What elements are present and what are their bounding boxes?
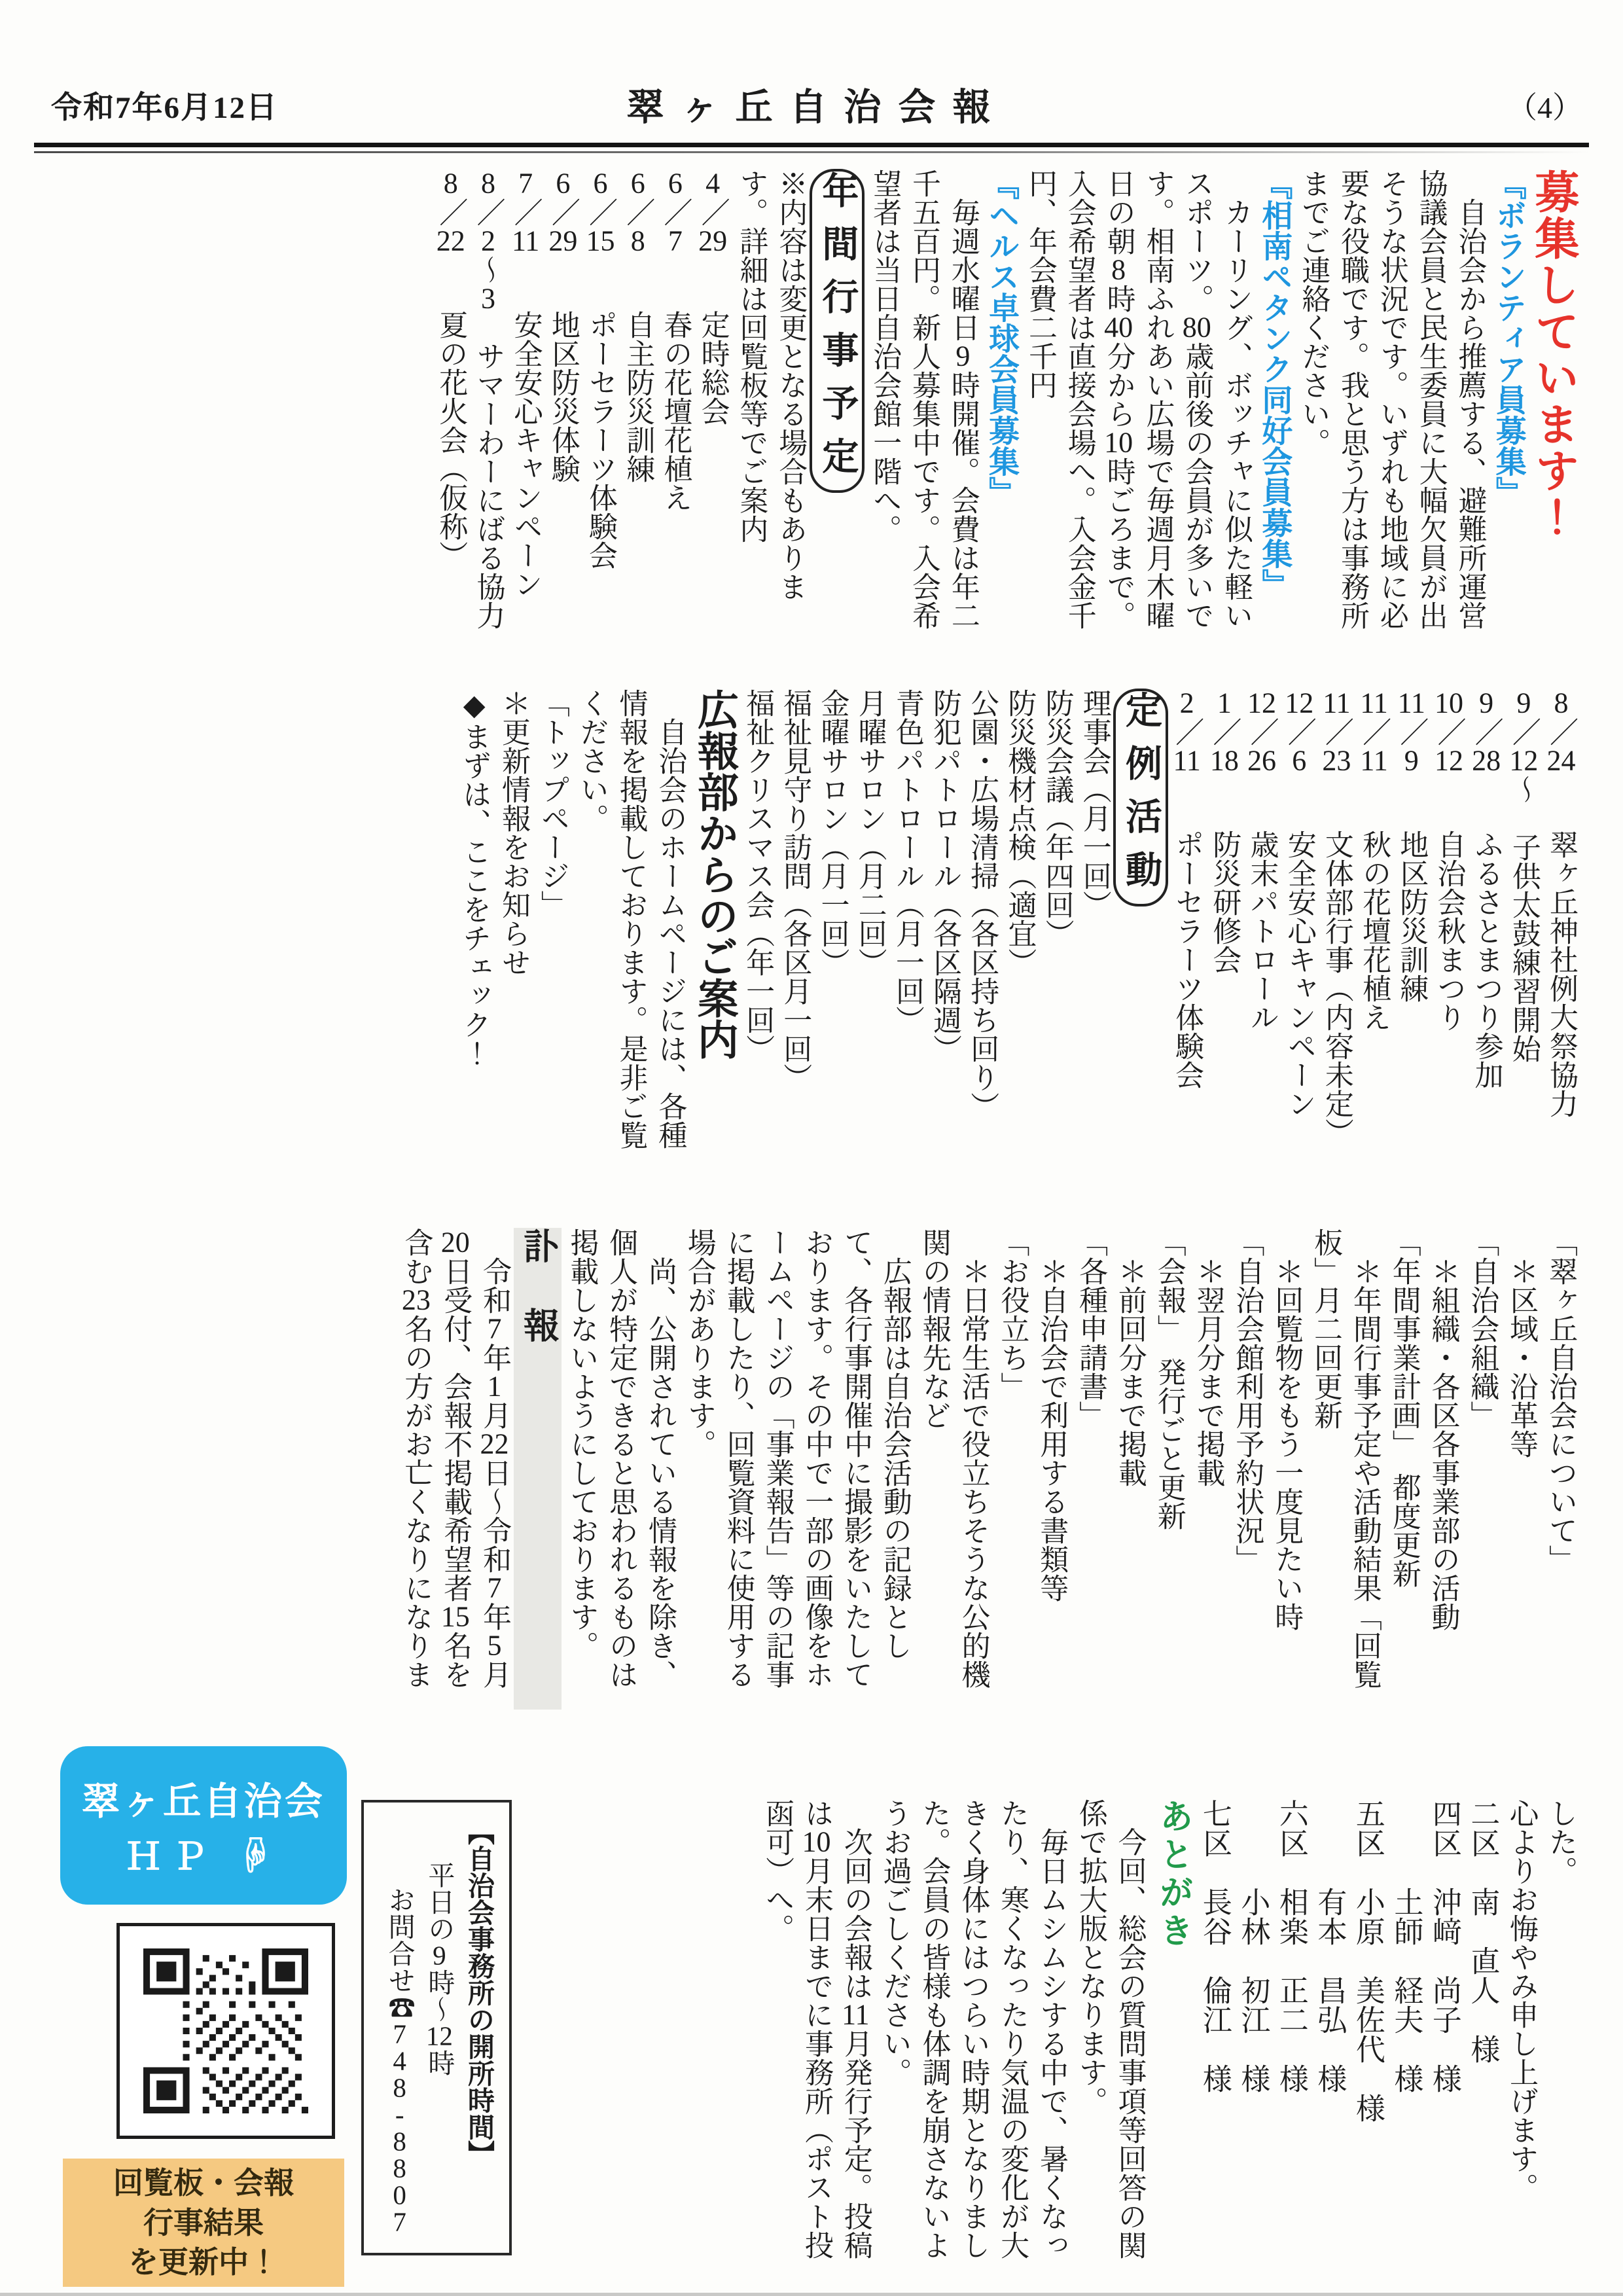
- hp-menu-item: ＊年間行事予定や活動結果「回覧板」月二回更新: [1310, 1228, 1381, 1689]
- event-item: [619, 169, 656, 644]
- event-title: 翠ヶ丘神社例大祭協力: [1545, 830, 1577, 1118]
- event-date: 10／12: [1433, 689, 1465, 775]
- pr-line: 「トップページ」: [536, 689, 569, 919]
- photo-policy: 尚、公開されている情報を除き、個人が特定できると思われるものは掲載しないようにしております。: [565, 1228, 676, 1689]
- section-homepage-guide: [52, 1228, 1580, 1710]
- event-title: 定時総会: [696, 310, 729, 425]
- event-date: 9／28: [1470, 689, 1503, 775]
- update-banner: [63, 2159, 344, 2287]
- qr-frame: [116, 1923, 335, 2139]
- event-title: 地区防災体験: [546, 310, 579, 483]
- hp-menu-item: 「年間事業計画」 都度更新: [1387, 1228, 1420, 1588]
- office-hours: 平日の9時～12時: [424, 1861, 455, 2076]
- event-item: [1393, 689, 1430, 1166]
- hp-menu-item: ＊日常生活で役立ちそうな公的機関の情報先など: [918, 1228, 990, 1689]
- event-title: サマーわーにばる協力: [472, 342, 505, 630]
- event-title: 夏の花火会（仮称）: [435, 310, 467, 569]
- hp-menu-item: ＊前回分まで掲載: [1113, 1257, 1146, 1487]
- event-title: 地区防災訓練: [1395, 830, 1428, 1003]
- event-item: [1205, 689, 1243, 1166]
- afterword-paragraph: 今回、総会の質問事項等回答の関係で拡大版となります。: [1074, 1799, 1146, 2259]
- hp-menu-item: ＊区域・沿革等: [1505, 1257, 1538, 1458]
- activity-item: 青色パトロール（月一回）: [891, 689, 923, 1034]
- event-item: [694, 169, 731, 644]
- event-item: [1168, 689, 1205, 1166]
- event-item: [1243, 689, 1280, 1166]
- recruit-section-title: 『相南ペタンク同好会員募集』: [1257, 169, 1292, 600]
- obituary-headline: 訃 報: [514, 1228, 562, 1710]
- qr-code: [143, 1948, 308, 2113]
- scan-edge-artifact: [0, 2293, 1623, 2296]
- activity-item: 防災会議（年四回）: [1041, 689, 1073, 948]
- event-title: ふるさとまつり参加: [1470, 830, 1503, 1089]
- event-item: [469, 169, 507, 644]
- event-item: [432, 169, 469, 644]
- recruit-section-body: 毎週水曜日9時開催。会費は年二千五百円。新人募集中です。入会希望者は当日自治会館一階へ。: [868, 169, 979, 630]
- office-contact: お問合せ☎748-8807: [384, 1886, 415, 2235]
- recruit-section-body: カーリング、ボッチャに似た軽いスポーツ。80歳前後の会員が多いです。相南ふれあい広場で毎週月木曜日の朝8時40分から10時ごろまで。入会希望者は直接会場へ。入会金千円、年会費二千円: [1024, 169, 1253, 630]
- event-item: [656, 169, 694, 644]
- activity-item: 福祉見守り訪問（各区月一回）: [779, 689, 812, 1092]
- afterword-paragraph: 毎日ムシムシする中で、暑くなったり、寒くなったり気温の変化が大きく身体にはつらい時期となりました。会員の皆様も体調を崩さないようお過ごしください。: [878, 1799, 1067, 2259]
- activity-item: 防災機材点検（適宜）: [1003, 689, 1036, 977]
- event-date: 4／29: [696, 169, 729, 255]
- photo-policy: 広報部は自治会活動の記録として、各行事開催中に撮影をいたしております。その中で一部の画像をホームページの「事業報告」等の記事に掲載したり、回覧資料に使用する場合があります。: [683, 1228, 911, 1689]
- office-hours-box: [361, 1800, 512, 2255]
- hp-menu-item: ＊自治会で利用する書類等: [1035, 1257, 1068, 1602]
- pr-line: ◆まずは、ここをチェック！: [458, 689, 491, 1067]
- hp-menu-item: 「自治会組織」: [1466, 1228, 1499, 1429]
- hp-box-title: 翠ヶ丘自治会: [81, 1780, 325, 1823]
- event-item: [544, 169, 582, 644]
- event-title: 防災研修会: [1208, 830, 1241, 974]
- event-title: ポーセラーツ体験会: [1171, 830, 1204, 1089]
- event-item: [1543, 689, 1580, 1166]
- recruit-section-title: 『ヘルス卓球会員募集』: [984, 169, 1019, 507]
- condolence: 心よりお悔やみ申し上げます。: [1505, 1799, 1538, 2202]
- event-title: 安全安心キャンペーン: [1283, 830, 1315, 1118]
- hp-menu-item: 「各種申請書」: [1075, 1228, 1107, 1429]
- event-item: [1281, 689, 1318, 1166]
- hp-menu-item: ＊翌月分まで掲載: [1192, 1257, 1224, 1487]
- event-title: 子供太鼓練習開始: [1507, 833, 1540, 1063]
- banner-line: 回覧板・会報: [113, 2165, 294, 2200]
- pr-line: ＊更新情報をお知らせ: [497, 689, 529, 977]
- event-item: [1505, 689, 1543, 1166]
- event-date: 6／29: [546, 169, 579, 255]
- recruit-section-body: 自治会から推薦する、避難所運営協議会員と民生委員に大幅欠員が出そうな状況です。いずれも地域に必要な役職です。我と思う方は事務所までご連絡ください。: [1297, 169, 1486, 630]
- activity-item: 防犯パトロール（各区隔週）: [929, 689, 961, 1063]
- deceased-name: 四区 沖﨑 尚子 様: [1427, 1799, 1461, 2093]
- obituary-body-continued: した。: [1544, 1799, 1577, 1885]
- hp-menu-item: 「お役立ち」: [996, 1228, 1029, 1401]
- page-number: （4）: [1507, 91, 1582, 124]
- section-obituary-afterword: [527, 1799, 1580, 2272]
- section-schedule-regular: [52, 689, 1580, 1166]
- event-item: [1430, 689, 1467, 1166]
- event-title: 文体部行事（内容未定）: [1320, 830, 1353, 1147]
- event-date: 11／23: [1320, 689, 1353, 775]
- deceased-name: 小林 初江 様: [1236, 1799, 1270, 2093]
- event-title: 春の花壇花植え: [659, 310, 692, 512]
- event-item: [507, 169, 544, 644]
- banner-line: を更新中！: [128, 2245, 279, 2280]
- deceased-name: 有本 昌弘 様: [1313, 1799, 1346, 2093]
- pr-intro: 自治会のホームページには、各種情報を掲載しております。是非ご覧ください。: [575, 689, 687, 1149]
- event-title: 自主防災訓練: [622, 310, 654, 483]
- event-date: 7／11: [509, 169, 542, 255]
- event-date: 2／11: [1171, 689, 1204, 775]
- hp-menu-item: 「翠ヶ丘自治会について」: [1544, 1228, 1577, 1573]
- hp-menu-item: 「自治会館利用予約状況」: [1231, 1228, 1264, 1573]
- event-date: 8／22: [435, 169, 467, 255]
- event-date: 8／24: [1545, 689, 1577, 775]
- annual-schedule-box-title: 年間行事予定: [810, 169, 865, 493]
- regular-activities-box-title: 定例活動: [1113, 689, 1168, 906]
- event-title: 安全安心キャンペーン: [509, 310, 542, 598]
- activity-item: 福祉クリスマス会（年一回）: [741, 689, 774, 1063]
- event-date: 9／12～: [1507, 689, 1540, 804]
- event-date: 11／9: [1395, 689, 1428, 775]
- afterword-paragraph: 次回の会報は11月発行予定。投稿は10月末日までに事務所（ポスト投函可）へ。: [761, 1799, 872, 2259]
- office-title: 【自治会事務所の開所時間】: [464, 1818, 494, 2167]
- header-rule-thin: [34, 151, 1589, 153]
- hp-menu-item: 「会報」 発行ごと更新: [1152, 1228, 1185, 1530]
- event-title: 歳末パトロール: [1245, 830, 1278, 1031]
- event-date: 6／7: [659, 169, 692, 255]
- deceased-name: 土師 経夫 様: [1389, 1799, 1423, 2093]
- banner-line: 行事結果: [143, 2205, 264, 2240]
- deceased-name: 七区 長谷 倫江 様: [1198, 1799, 1231, 2093]
- newsletter-title: 翠ヶ丘自治会報: [626, 87, 1007, 128]
- header-rule: [34, 143, 1589, 147]
- event-date: 8／2～3: [472, 169, 505, 313]
- pointing-finger-icon: ☟: [236, 1836, 282, 1877]
- event-date: 1／18: [1208, 689, 1241, 775]
- activity-item: 金曜サロン（月一回）: [816, 689, 849, 977]
- activity-item: 理事会（月一回）: [1078, 689, 1111, 919]
- issue-date: 令和7年6月12日: [51, 91, 278, 125]
- event-title: 自治会秋まつり: [1433, 830, 1465, 1031]
- hp-box: [60, 1746, 347, 1905]
- event-date: 11／11: [1358, 689, 1391, 775]
- activity-item: 公園・広場清掃（各区持ち回り）: [966, 689, 999, 1121]
- event-title: 秋の花壇花植え: [1358, 830, 1391, 1031]
- deceased-name: 六区 相楽 正二 様: [1274, 1799, 1308, 2093]
- event-item: [1355, 689, 1393, 1166]
- hp-label: [60, 1828, 347, 1880]
- recruit-section-title: 『ボランティア員募集』: [1491, 169, 1525, 507]
- recruit-headline: 募集しています！: [1529, 169, 1578, 541]
- hp-label-text: ＨＰ: [125, 1836, 217, 1877]
- activity-item: 月曜サロン（月二回）: [853, 689, 886, 977]
- deceased-name: 五区 小原 美佐代 様: [1351, 1799, 1384, 2123]
- afterword-headline: あとがき: [1154, 1799, 1192, 1951]
- event-item: [582, 169, 619, 644]
- deceased-name: 二区 南 直人 様: [1466, 1799, 1499, 2064]
- obituary-body: 令和7年1月22日～令和7年5月20日受付、会報不掲載希望者15名を含む23名の方がお亡くなりになりま: [400, 1228, 511, 1689]
- hp-menu-item: ＊組織・各区各事業部の活動: [1427, 1257, 1459, 1631]
- event-date: 6／8: [622, 169, 654, 255]
- hp-menu-item: ＊回覧物をもう一度見たい時: [1270, 1257, 1303, 1631]
- event-date: 12／26: [1245, 689, 1278, 775]
- event-item: [1318, 689, 1355, 1166]
- event-date: 6／15: [584, 169, 616, 255]
- page-header: [51, 56, 1582, 132]
- event-item: [1467, 689, 1505, 1166]
- event-date: 12／6: [1283, 689, 1315, 775]
- section-recruiting: [52, 169, 1580, 644]
- schedule-note: ※内容は変更となる場合もあります。詳細は回覧板等でご案内: [735, 169, 807, 601]
- pr-headline: 広報部からのご案内: [691, 689, 738, 1060]
- event-title: ポーセラーツ体験会: [584, 310, 616, 569]
